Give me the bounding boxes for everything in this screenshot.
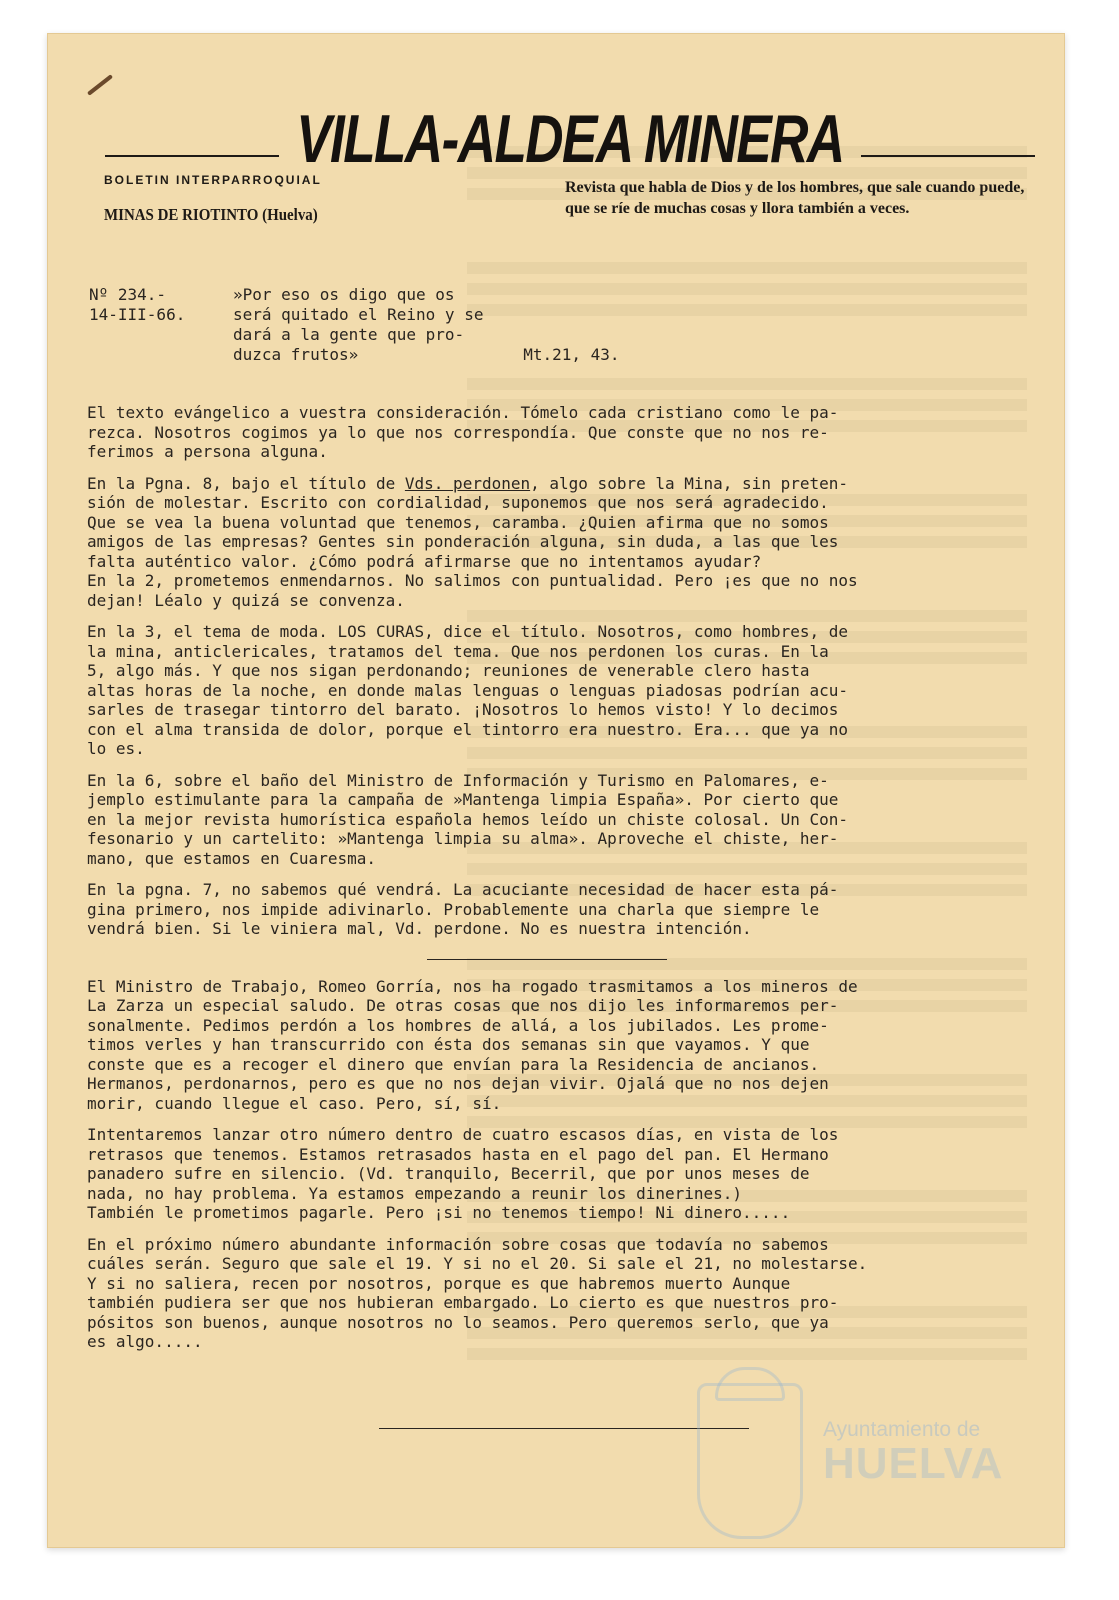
watermark-line-2: HUELVA <box>823 1439 1004 1488</box>
paragraph-6: El Ministro de Trabajo, Romeo Gorría, nos ha rogado trasmitamos a los mineros de La Zarza un especial saludo. De otras cosas que nos dijo les informaremos per- sonalmente. Pedimos perdón a los hombres de allá, a los jubilados. Les prome- timos verles y han transcurrido con ésta dos semanas sin que vayamos. Y que conste que es a recoger el dinero que envían para la Residencia de ancianos. Hermanos, perdonarnos, pero es que no nos dejan vivir. Ojalá que no nos dejen morir, cuando llegue el caso. Pero, sí, sí. <box>87 976 858 1113</box>
closing-divider <box>379 1428 749 1430</box>
paragraph-8: En el próximo número abundante información sobre cosas que todavía no sabemos cuáles serán. Seguro que sale el 19. Y si no el 20. Si sale el 21, no molestarse. Y si no saliera, recen por nosotros, porque es que habremos muerto Aunque también pudiera ser que nos hubieran embargado. Lo cierto es que nuestros pro- pósitos son buenos, aunque nosotros no lo seamos. Pero queremos serlo, que ya es algo..... <box>87 1234 868 1351</box>
underlined-title: Vds. perdonen <box>404 473 531 493</box>
masthead <box>105 83 1035 177</box>
paragraph-3: En la 3, el tema de moda. LOS CURAS, dice el título. Nosotros, como hombres, de la mina, anticlericales, tratamos del tema. Que nos perdonen los curas. En la 5, algo más. Y que nos sigan perdonando; reuniones de venerable clero hasta altas horas de la noche, en donde malas lenguas o lenguas piadosas podrían acu- sarles de trasegar tintorro del barato. ¡Nosotros lo hemos visto! Y lo decimos con el alma transida de dolor, porque el tintorro era nuestro. Era... que ya no lo es. <box>87 622 848 758</box>
epigraph-line: dará a la gente que pro- <box>233 325 465 344</box>
bulletin-tagline: Revista que habla de Dios y de los hombres, que sale cuando puede, que se ríe de muchas cosas y llora también a veces. <box>565 179 1025 217</box>
article-body <box>87 403 1047 1364</box>
watermark-line-1: Ayuntamiento de <box>823 1418 981 1441</box>
paragraph-5: En la pgna. 7, no sabemos qué vendrá. La acuciante necesidad de hacer esta pá- gina primero, nos impide adivinarlo. Probablemente una charla que siempre le vendrá bien. Si le viniera mal, Vd. perdone. No es nuestra intención. <box>87 880 839 938</box>
document-page <box>47 33 1065 1548</box>
paragraph-7: Intentaremos lanzar otro número dentro de cuatro escasos días, en vista de los retrasos que tenemos. Estamos retrasados hasta en el pago del pan. El Hermano panadero sufre en silencio. (Vd. tranquilo, Becerril, que por unos meses de nada, no hay problema. Ya estamos empezando a reunir los dinerines.) También le prometimos pagarle. Pero ¡si no tenemos tiempo! Ni dinero..... <box>87 1125 839 1222</box>
epigraph-quote <box>233 285 620 365</box>
section-divider <box>427 959 667 961</box>
paragraph-2: En la Pgna. 8, bajo el título de Vds. perdonen, algo sobre la Mina, sin preten- sión de molestar. Escrito con cordialidad, suponemos que nos será agradecido. Que se vea la buena voluntad que tenemos, caramba. ¿Quien afirma que no somos amigos de las empresas? Gentes sin ponderación alguna, sin duda, a las que les falta auténtico valor. ¿Cómo podrá afirmarse que no intentamos ayudar? En la 2, prometemos enmendarnos. No salimos con puntualidad. Pero ¡es que no nos dejan! Léalo y quizá se convenza. <box>87 473 858 610</box>
paragraph-1: El texto evángelico a vuestra consideración. Tómelo cada cristiano como le pa- rezca. Nosotros cogimos ya lo que nos correspondía. Que conste que no nos re- ferimos a persona alguna. <box>87 403 839 461</box>
coat-of-arms-icon <box>697 1383 803 1539</box>
epigraph-line: »Por eso os digo que os <box>233 285 455 304</box>
epigraph-line: duzca frutos» Mt.21, 43. <box>233 345 620 364</box>
paragraph-4: En la 6, sobre el baño del Ministro de Información y Turismo en Palomares, e- jemplo estimulante para la campaña de »Mantenga limpia España». Por cierto que en la mejor revista humorística española hemos leído un chiste colosal. Un Con- fesonario y un cartelito: »Mantenga limpia su alma». Aproveche el chiste, her- mano, que estamos en Cuaresma. <box>87 770 848 868</box>
masthead-rule-left <box>105 155 279 157</box>
bulletin-subtitle: BOLETIN INTERPARROQUIAL <box>104 173 322 187</box>
archive-watermark <box>697 1373 1027 1533</box>
issue-info <box>89 285 185 325</box>
issue-number: Nº 234.- <box>89 285 167 304</box>
epigraph-line: será quitado el Reino y se <box>233 305 484 324</box>
epigraph-reference: Mt.21, 43. <box>523 345 620 364</box>
bulletin-location: MINAS DE RIOTINTO (Huelva) <box>104 205 318 224</box>
issue-date: 14-III-66. <box>89 305 186 324</box>
masthead-title: VILLA-ALDEA MINERA <box>296 101 844 177</box>
masthead-rule-right <box>861 155 1035 157</box>
